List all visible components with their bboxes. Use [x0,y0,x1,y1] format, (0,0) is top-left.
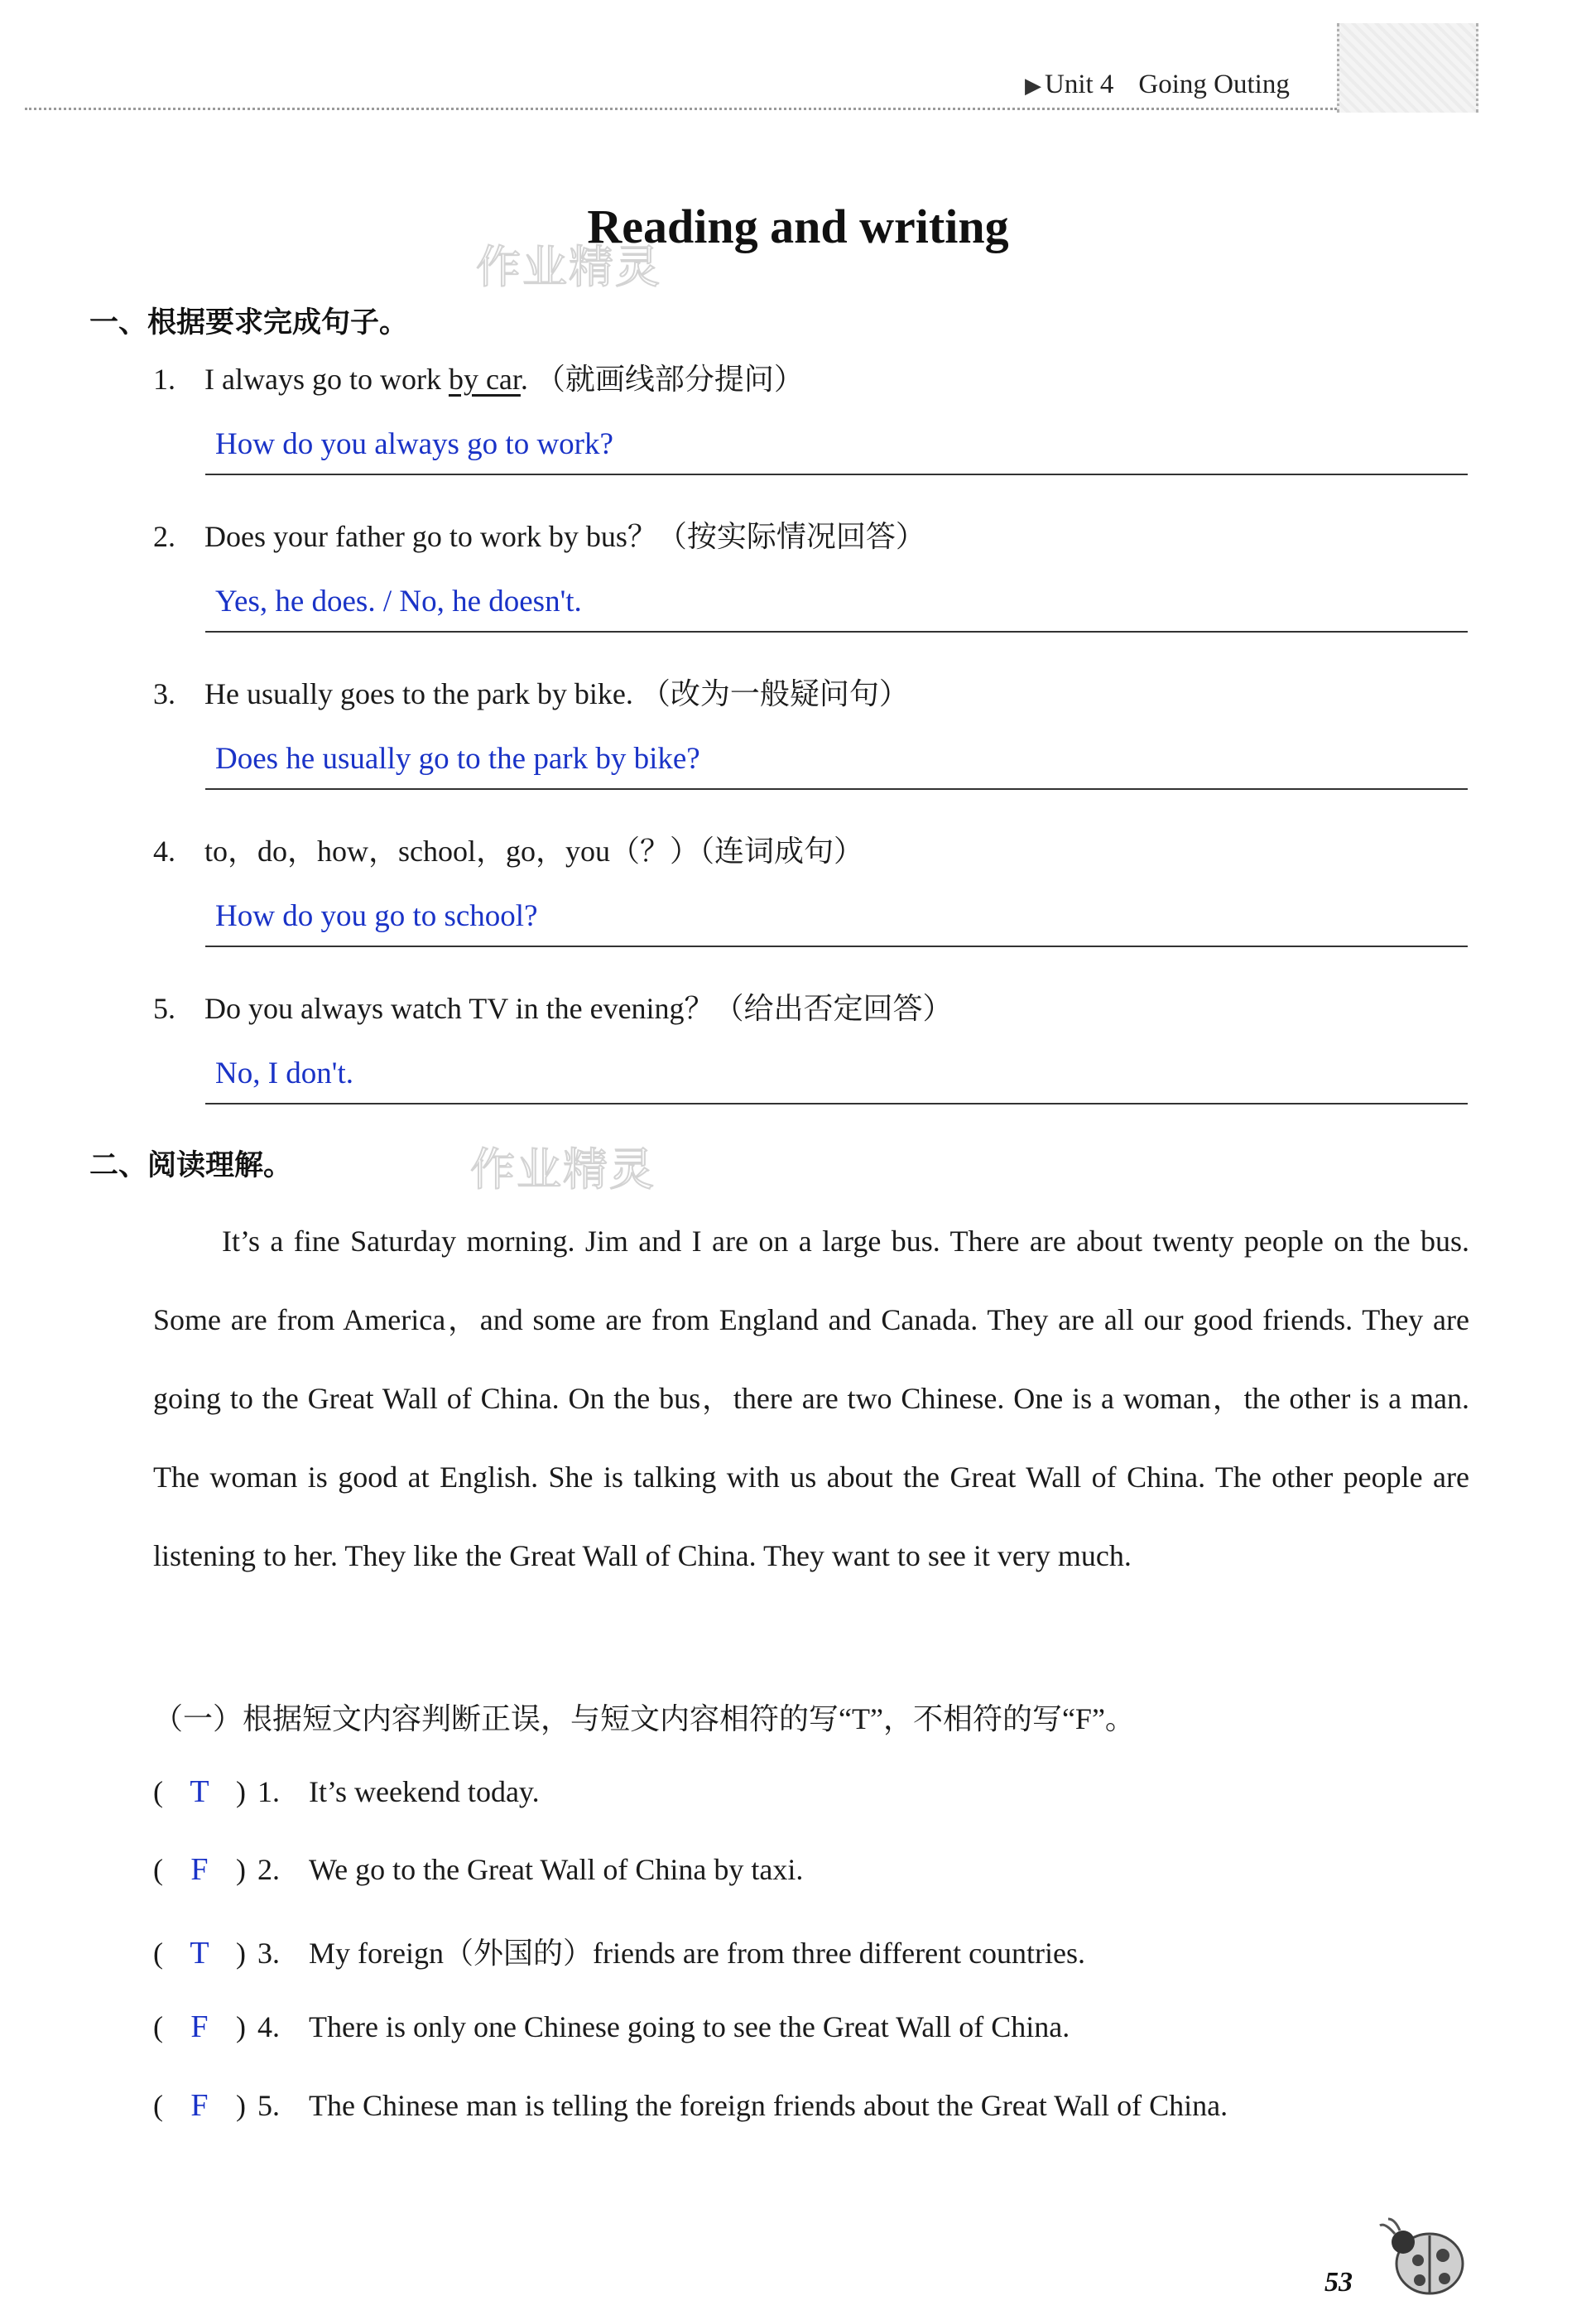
tf-statement: ( F ) 5. The Chinese man is telling the foreign friends about the Great Wall of China. [153,2088,1228,2123]
answer-5: No, I don't. [215,1056,353,1090]
section2-heading: 二、阅读理解。 [89,1149,293,1182]
question-number: 4. [153,835,175,868]
answer-line [205,788,1468,790]
answer-line [205,1103,1468,1104]
question-2 [153,513,925,556]
statement-text: There is only one Chinese going to see the Great Wall of China. [309,2010,1070,2043]
statement-number: 5. [257,2089,280,2122]
statement-text: We go to the Great Wall of China by taxi. [309,1853,804,1886]
ladybug-icon [1378,2217,1478,2300]
page-title: Reading and writing [587,200,1009,253]
tf-statement: ( T ) 1. It’s weekend today. [153,1774,540,1809]
tf-instruction: （一）根据短文内容判断正误，与短文内容相符的写“T”，不相符的写“F”。 [153,1702,1135,1735]
tf-answer: F [190,2088,209,2123]
tf-answer: F [190,2009,209,2044]
answer-3: Does he usually go to the park by bike? [215,742,700,776]
answer-line [205,474,1468,475]
header-topic: Going Outing [1138,70,1290,99]
watermark: 作业精灵 [476,241,661,293]
question-instruction: . （就画线部分提问） [520,363,804,396]
question-text: to，do，how，school，go，you（？）（连词成句） [204,835,863,868]
question-text: I always go to work [204,363,449,396]
underlined-part: by car [448,363,521,396]
tf-answer: T [190,1936,209,1971]
question-text: Do you always watch TV in the evening？（给出否定回答） [204,992,953,1025]
question-number: 5. [153,992,175,1025]
question-number: 3. [153,677,175,710]
header-corner-tab [1337,23,1478,113]
tf-statement: ( T ) 3. My foreign（外国的）friends are from three different countries. [153,1936,1086,1971]
statement-number: 2. [257,1853,280,1886]
answer-line [205,946,1468,947]
watermark: 作业精灵 [470,1143,656,1196]
running-header [1025,70,1290,100]
question-text: Does your father go to work by bus？（按实际情况回答） [204,520,925,553]
tf-answer: T [190,1774,209,1809]
tf-answer: F [190,1852,209,1887]
question-text: He usually goes to the park by bike. （改为一般疑问句） [204,677,909,710]
question-4 [153,828,863,870]
section1-heading: 一、根据要求完成句子。 [89,306,409,339]
question-number: 1. [153,363,175,396]
header-unit: Unit 4 [1045,70,1114,99]
question-1 [153,356,804,398]
answer-line [205,631,1468,633]
tf-statement: ( F ) 2. We go to the Great Wall of China by taxi. [153,1852,804,1887]
answer-2: Yes, he does. / No, he doesn't. [215,585,582,618]
reading-passage [153,1202,1469,1595]
answer-4: How do you go to school? [215,899,538,933]
page-number: 53 [1324,2267,1353,2298]
statement-text: The Chinese man is telling the foreign friends about the Great Wall of China. [309,2089,1228,2122]
answer-1: How do you always go to work? [215,427,613,461]
passage-text: It’s a fine Saturday morning. Jim and I are on a large bus. There are about twenty people on the bus. Some are from America，and some are from England and Canada. They are all our good friends. They are going to the Great Wall of China. On the bus，there are two Chinese. One is a woman，the other is a man. The woman is good at English. She is talking with us about the Great Wall of China. The other people are listening to her. They like the Great Wall of China. They want to see it very much. [153,1225,1469,1572]
statement-text: It’s weekend today. [309,1775,540,1808]
statement-text: My foreign（外国的）friends are from three different countries. [309,1937,1086,1970]
question-3 [153,671,909,713]
triangle-icon: ▶ [1025,74,1041,98]
question-5 [153,985,953,1027]
question-number: 2. [153,520,175,553]
tf-statement: ( F ) 4. There is only one Chinese going to see the Great Wall of China. [153,2009,1070,2044]
header-dotted-rule [25,108,1337,110]
statement-number: 1. [257,1775,280,1808]
statement-number: 3. [257,1937,280,1970]
statement-number: 4. [257,2010,280,2043]
